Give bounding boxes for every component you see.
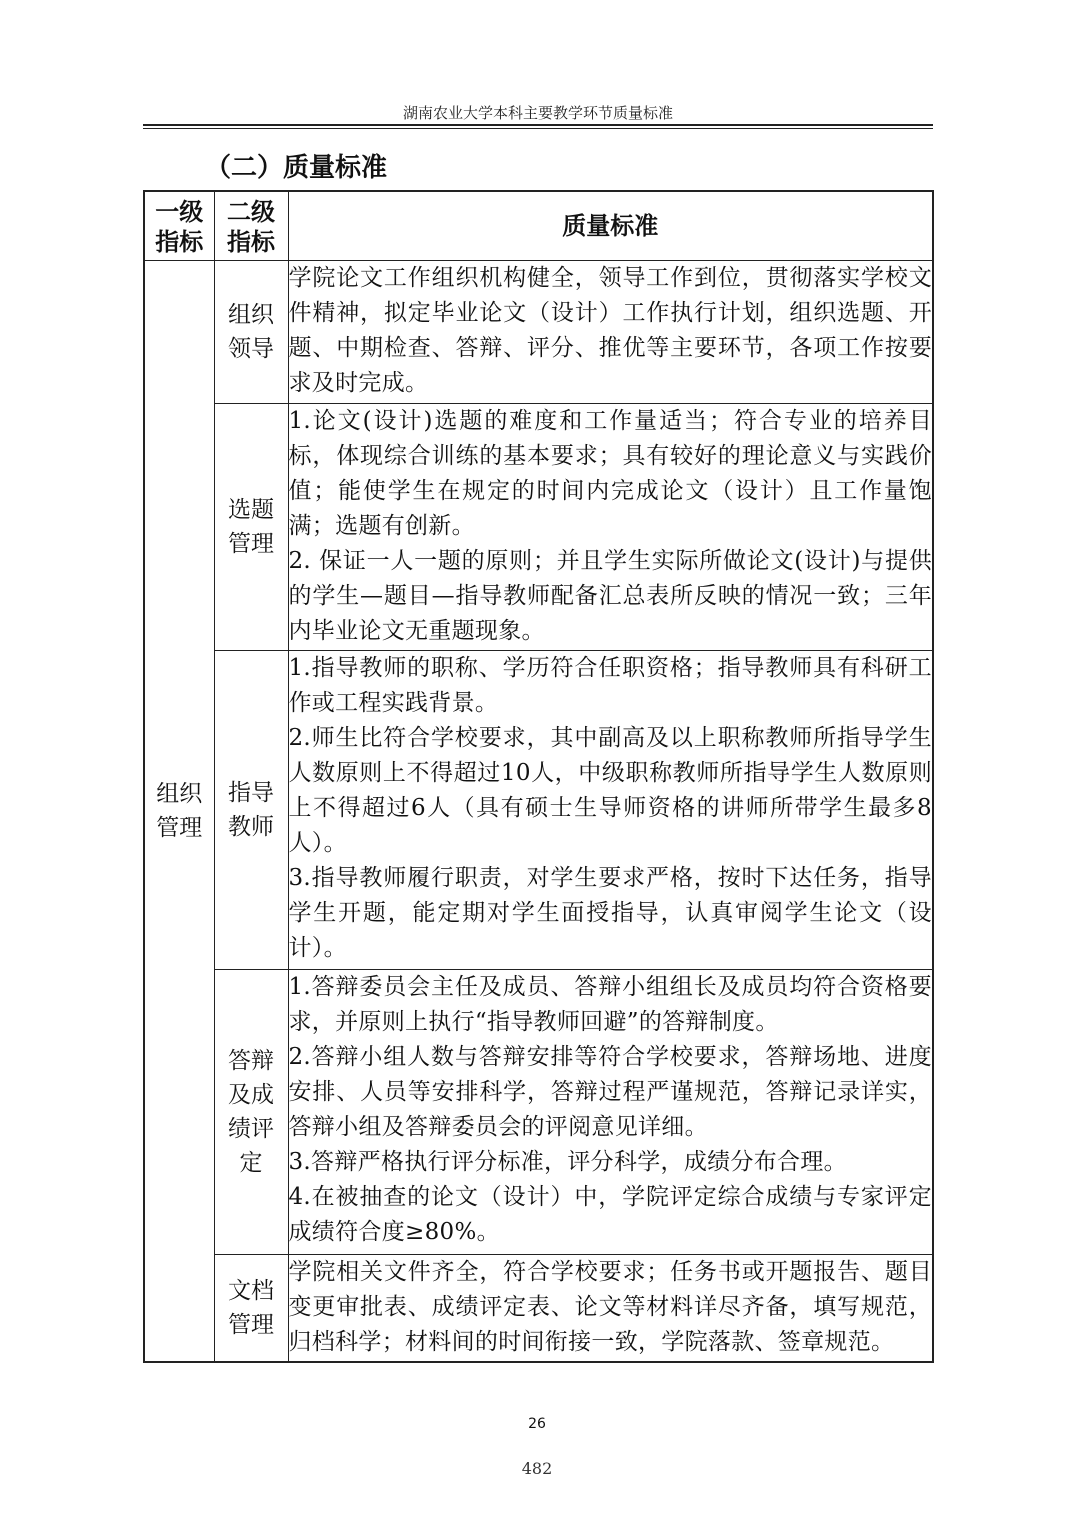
header-standard: 质量标准 [288, 191, 933, 261]
standard-cell [288, 651, 933, 970]
standard-paragraph: 学院相关文件齐全，符合学校要求；任务书或开题报告、题目变更审批表、成绩评定表、论文等材料详尽齐备，填写规范，归档科学；材料间的时间衔接一致，学院落款、签章规范。 [288, 1259, 932, 1355]
header-level2-line: 二级 [227, 198, 275, 226]
standard-paragraph: 1.答辩委员会主任及成员、答辩小组组长及成员均符合资格要求，并原则上执行“指导教师回避”的答辩制度。 [288, 974, 932, 1035]
standard-paragraph: 2. 保证一人一题的原则；并且学生实际所做论文(设计)与提供的学生—题目—指导教师配备汇总表所反映的情况一致；三年内毕业论文无重题现象。 [288, 548, 932, 644]
header-level1-line: 指标 [155, 228, 204, 256]
header-rule-thin [143, 128, 933, 129]
standard-cell [288, 1255, 933, 1363]
header-level2 [214, 191, 288, 261]
table-header-row [144, 191, 933, 261]
level2-line: 定 [239, 1150, 263, 1176]
running-header: 湖南农业大学本科主要教学环节质量标准 [402, 104, 673, 122]
level2-cell [214, 1255, 288, 1363]
header-level1 [144, 191, 214, 261]
level2-line: 教师 [228, 814, 274, 840]
table-row [144, 970, 933, 1255]
standard-paragraph: 学院论文工作组织机构健全，领导工作到位，贯彻落实学校文件精神，拟定毕业论文（设计）工作执行计划，组织选题、开题、中期检查、答辩、评分、推优等主要环节，各项工作按要求及时完成。 [288, 265, 932, 396]
table-row [144, 404, 933, 651]
level2-cell [214, 970, 288, 1255]
level2-cell [214, 261, 288, 404]
level1-line: 管理 [156, 815, 203, 841]
standard-paragraph: 1.指导教师的职称、学历符合任职资格；指导教师具有科研工作或工程实践背景。 [288, 655, 932, 716]
standard-cell [288, 404, 933, 651]
standard-paragraph: 2.答辩小组人数与答辩安排等符合学校要求，答辩场地、进度安排、人员等安排科学，答辩过程严谨规范，答辩记录详实，答辩小组及答辩委员会的评阅意见详细。 [288, 1044, 932, 1140]
standard-cell [288, 261, 933, 404]
level2-cell [214, 404, 288, 651]
standard-paragraph: 4.在被抽查的论文（设计）中，学院评定综合成绩与专家评定成绩符合度≥80%。 [288, 1184, 932, 1245]
level2-line: 组织 [228, 302, 274, 328]
level2-line: 管理 [228, 1312, 274, 1338]
level2-line: 绩评 [228, 1116, 274, 1142]
section-title: （二）质量标准 [205, 153, 388, 183]
table-row [144, 1255, 933, 1363]
level2-line: 答辩 [228, 1048, 274, 1074]
level2-cell [214, 651, 288, 970]
header-level1-line: 一级 [155, 198, 204, 226]
level1-line: 组织 [156, 781, 203, 807]
level2-line: 指导 [228, 780, 274, 806]
quality-standard-table [143, 190, 934, 1363]
table-row [144, 651, 933, 970]
header-rule [143, 124, 933, 126]
header-level2-line: 指标 [227, 228, 275, 256]
level2-line: 文档 [228, 1278, 274, 1304]
page-number: 26 [528, 1416, 546, 1432]
volume-page-number: 482 [521, 1459, 553, 1478]
standard-paragraph: 3.指导教师履行职责，对学生要求严格，按时下达任务，指导学生开题，能定期对学生面授指导，认真审阅学生论文（设计）。 [288, 865, 932, 961]
standard-cell [288, 970, 933, 1255]
standard-paragraph: 1.论文(设计)选题的难度和工作量适当；符合专业的培养目标，体现综合训练的基本要求；具有较好的理论意义与实践价值；能使学生在规定的时间内完成论文（设计）且工作量饱满；选题有创新。 [288, 408, 932, 539]
table-row [144, 261, 933, 404]
level2-line: 管理 [228, 531, 274, 557]
standard-paragraph: 2.师生比符合学校要求，其中副高及以上职称教师所指导学生人数原则上不得超过10人，中级职称教师所指导学生人数原则上不得超过6人（具有硕士生导师资格的讲师所带学生最多8人）。 [288, 725, 932, 856]
level2-line: 及成 [228, 1082, 274, 1108]
level1-cell [144, 261, 214, 1363]
level2-line: 领导 [228, 336, 274, 362]
level2-line: 选题 [228, 497, 274, 523]
standard-paragraph: 3.答辩严格执行评分标准，评分科学，成绩分布合理。 [288, 1149, 847, 1175]
